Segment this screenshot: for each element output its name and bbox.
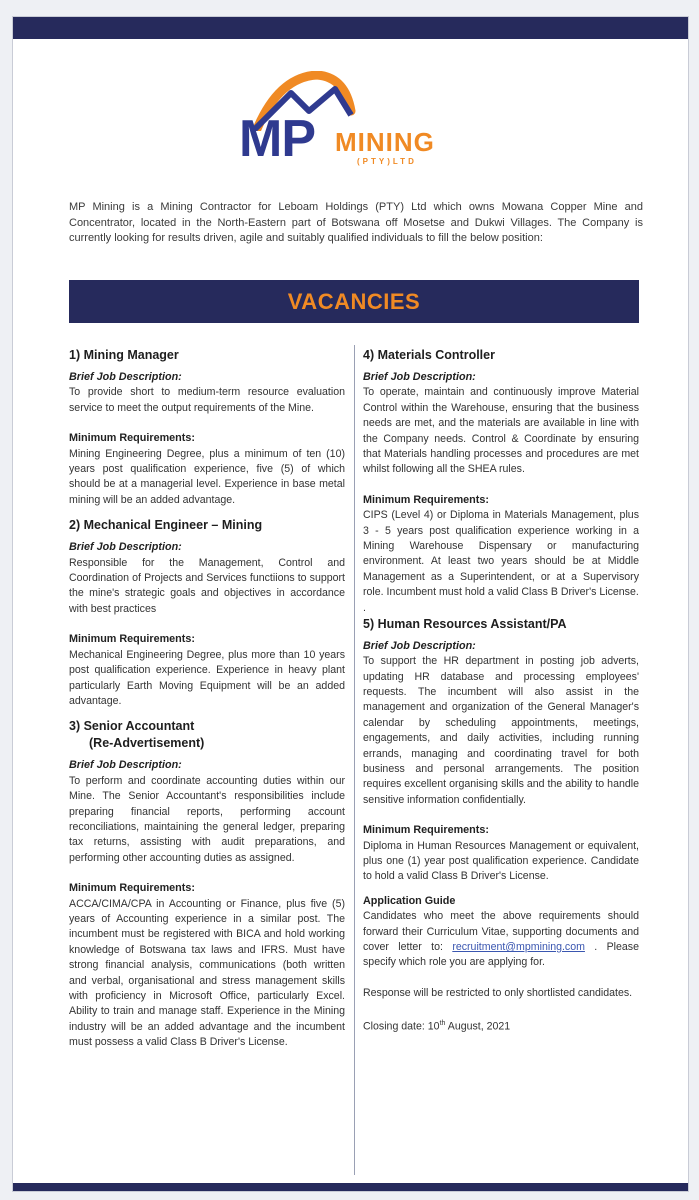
vacancies-banner	[69, 280, 639, 323]
closing-date-suffix: August, 2021	[445, 1020, 511, 1033]
vacancies-title: VACANCIES	[287, 288, 421, 314]
logo-mining-text: MINING	[335, 127, 435, 157]
closing-date-sup: th	[439, 1020, 446, 1028]
job-title: 2) Mechanical Engineer – Mining	[69, 518, 263, 533]
brief-label: Brief Job Description:	[69, 541, 182, 554]
job-title: 4) Materials Controller	[363, 348, 495, 362]
job-title-note: (Re-Advertisement)	[89, 736, 205, 751]
minimum-label: Minimum Requirements:	[69, 633, 195, 646]
minimum-text: ACCA/CIMA/CPA in Accounting or Finance, plus five (5) years of Accounting experience in a similar post. The incumbent must be registered with BICA and hold working knowledge of Botswana tax laws and IFRS. Must have strong financial analysis, communications (both written and verbal, organisational and stress management skills with proficiency in Microsoft Office, particularly Excel. Ability to train and manage staff. Experience in the Mining industry will be an added advantage and the incumbent must possess a valid Class B Driver's License.	[69, 897, 345, 1049]
response-note: Response will be restricted to only shortlisted candidates.	[363, 986, 633, 999]
top-navy-bar	[13, 17, 688, 39]
closing-date	[363, 1016, 639, 1035]
brief-text: To provide short to medium-term resource evaluation service to meet the output requirements of the Mine.	[69, 386, 345, 414]
job-materials-controller	[363, 347, 639, 616]
job-mechanical-engineer	[69, 517, 345, 709]
company-intro: MP Mining is a Mining Contractor for Leboam Holdings (PTY) Ltd which owns Mowana Copper Mine and Concentrator, located in the North-Eastern part of Botswana off Mosetse and Dukwi Villages. The Company is currently looking for results driven, agile and suitably qualified individuals to fill the below position:	[69, 201, 643, 244]
application-text-after: . Please specify which role you are applying for.	[363, 941, 639, 969]
minimum-label: Minimum Requirements:	[363, 824, 489, 837]
brief-label: Brief Job Description:	[363, 371, 476, 383]
stray-dot: .	[363, 601, 366, 614]
minimum-text: Mechanical Engineering Degree, plus more than 10 years post qualification experience. Experience in heavy plant particularly Earth Moving Equipment will be an added advantage.	[69, 648, 345, 707]
job-title: 5) Human Resources Assistant/PA	[363, 616, 567, 631]
application-guide	[363, 894, 639, 1035]
left-column	[69, 347, 345, 1051]
minimum-text: Mining Engineering Degree, plus a minimum of ten (10) years post qualification experience, five (5) of which should be at a managerial level. Experience in base metal mining will be an added advantage.	[69, 447, 345, 506]
job-senior-accountant	[69, 718, 345, 1050]
minimum-label: Minimum Requirements:	[69, 432, 195, 445]
mp-mining-logo	[239, 71, 479, 181]
right-column	[363, 347, 639, 1035]
brief-text: Responsible for the Management, Control and Coordination of Projects and Services functiions to support the mine's strategic goals and objectives in accordance with best practices	[69, 556, 345, 615]
job-hr-assistant	[363, 616, 639, 885]
application-text-before: Candidates who meet the above requirements should forward their Curriculum Vitae, supporting documents and cover letter to:	[363, 910, 639, 953]
brief-label: Brief Job Description:	[363, 639, 476, 652]
brief-text: To support the HR department in posting job adverts, updating HR database and processing employees' requests. The incumbent will also assist in the management and organization of the General Manager's calendar by scheduling appointments, meetings, engagements, and daily activities, including running errands, managing and coordinating travel for both business and personal arrangements. The position requires excellent organising skills and the ability to handle sensitive information confidentially.	[363, 655, 639, 806]
job-mining-manager	[69, 347, 345, 508]
brief-text: To perform and coordinate accounting duties within our Mine. The Senior Accountant's responsibilities include preparing financial reports, performing account reconciliations, maintaining the general ledger, preparing tax returns, assisting with audit preparations, and performing other accounting duties as assigned.	[69, 774, 345, 864]
job-title: 3) Senior Accountant	[69, 719, 195, 734]
application-text	[363, 909, 639, 971]
brief-label: Brief Job Description:	[69, 759, 182, 772]
logo-mp-text: MP	[239, 110, 315, 168]
brief-text: To operate, maintain and continuously improve Material Control within the Warehouse, ensuring that the business needs are met, and the materials are available in line with the Company needs. Control & Coordinate by ensuring that Materials handling processes and procedures are met whilst following all the SHEA rules.	[363, 386, 639, 476]
closing-date-prefix: Closing date: 10	[363, 1020, 440, 1033]
application-heading: Application Guide	[363, 894, 456, 907]
vacancy-advert-page	[12, 16, 689, 1192]
recruitment-email-link[interactable]: recruitment@mpmining.com	[452, 941, 585, 953]
brief-label: Brief Job Description:	[69, 371, 182, 383]
logo-pty-text: (PTY)LTD	[357, 157, 417, 166]
column-divider	[354, 345, 355, 1175]
minimum-text: CIPS (Level 4) or Diploma in Materials Management, plus 3 - 5 years post qualification experience working in a Mining Warehouse Dispensary or manufacturing environment. At least two years should be at Middle Management as a Superintendent, or at a Supervisory role. Incumbent must hold a valid Class B Driver's License.	[363, 509, 639, 599]
minimum-text: Diploma in Human Resources Management or equivalent, plus one (1) year post qualification experience. Candidate to hold a valid Class B Driver's License.	[363, 839, 639, 883]
minimum-label: Minimum Requirements:	[363, 493, 489, 506]
job-title: 1) Mining Manager	[69, 348, 179, 362]
minimum-label: Minimum Requirements:	[69, 882, 195, 895]
bottom-navy-bar	[13, 1183, 688, 1191]
